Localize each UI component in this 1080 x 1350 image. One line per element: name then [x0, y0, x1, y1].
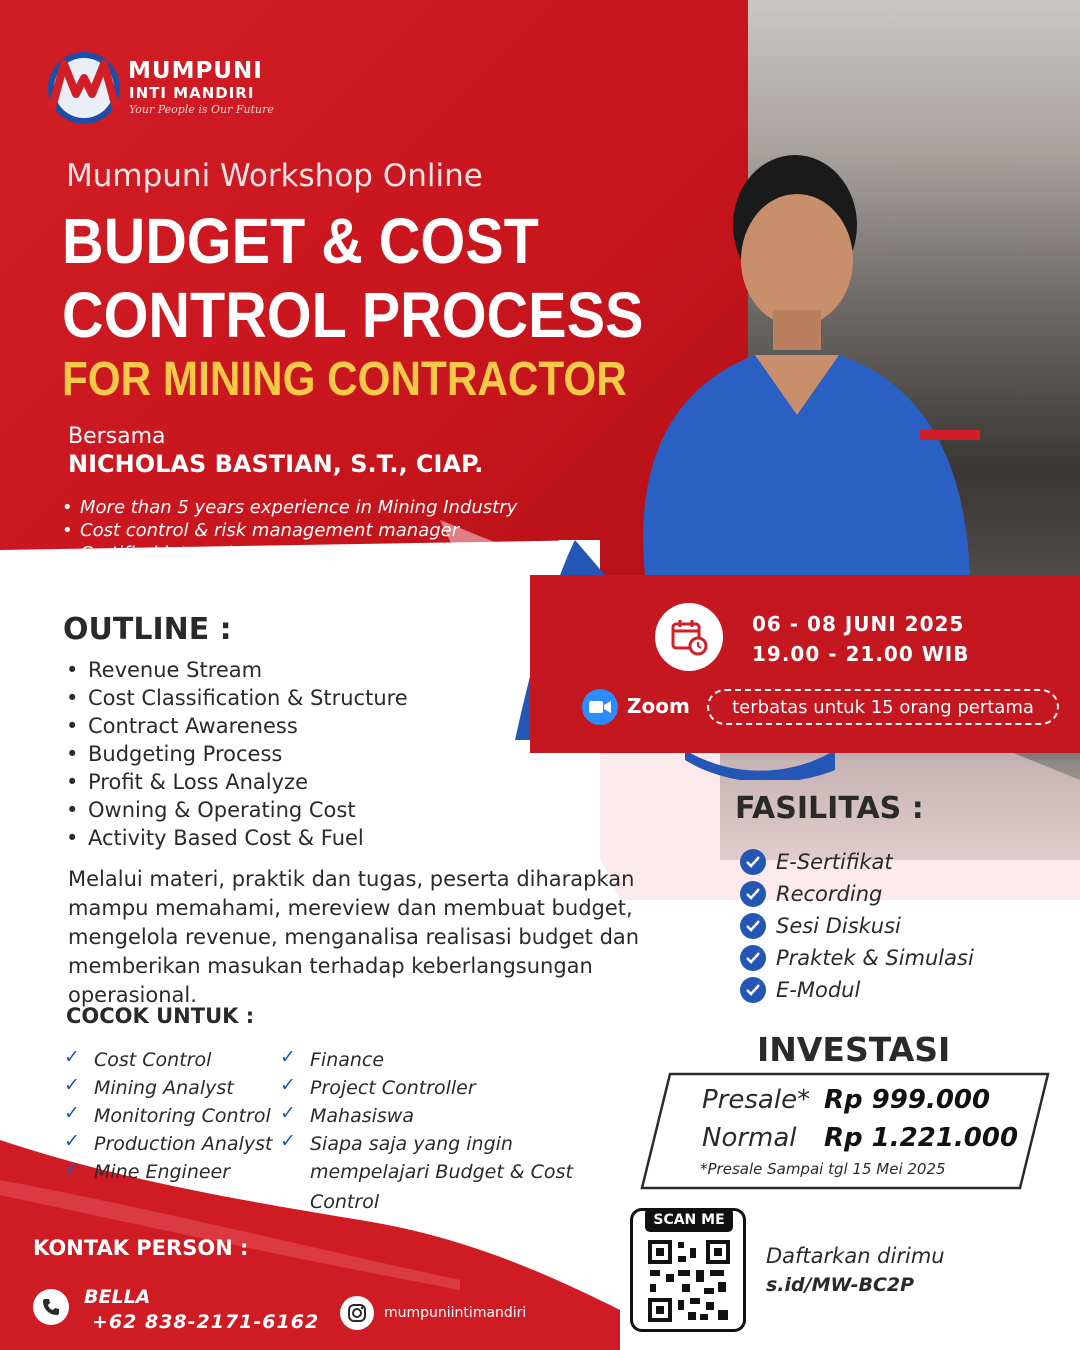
contact-phone[interactable]: +62 838-2171-6162 — [92, 1311, 320, 1333]
facility-label: Sesi Diskusi — [776, 914, 901, 938]
outline-item: • Owning & Operating Cost — [66, 796, 408, 824]
register-text: Daftarkan dirimu — [766, 1244, 945, 1268]
brand-tagline: Your People is Our Future — [129, 103, 274, 116]
audience-label: Project Controller — [310, 1077, 476, 1099]
normal-price: Rp 1.221.000 — [824, 1123, 1019, 1153]
workshop-title-sub: FOR MINING CONTRACTOR — [62, 353, 627, 406]
facilities-heading: FASILITAS : — [735, 791, 924, 826]
check-icon — [740, 913, 766, 939]
instagram-handle[interactable]: mumpuniintimandiri — [384, 1305, 527, 1321]
contact-heading: KONTAK PERSON : — [33, 1236, 249, 1260]
check-icon: ✓ — [64, 1158, 80, 1180]
outline-item: • Profit & Loss Analyze — [66, 768, 408, 796]
audience-label: Siapa saja yang ingin — [310, 1133, 513, 1155]
speaker-name: NICHOLAS BASTIAN, S.T., CIAP. — [68, 450, 484, 478]
facility-label: Praktek & Simulasi — [776, 946, 974, 970]
audience-label: Finance — [310, 1049, 385, 1071]
scan-me-label: SCAN ME — [645, 1208, 733, 1232]
check-icon: ✓ — [280, 1130, 296, 1152]
audience-item — [64, 1074, 272, 1102]
register-link[interactable]: s.id/MW-BC2P — [766, 1274, 915, 1296]
check-icon: ✓ — [280, 1102, 296, 1124]
facility-item — [740, 910, 974, 942]
audience-item-cont — [280, 1158, 573, 1188]
audience-label: mempelajari Budget & Cost — [310, 1161, 573, 1183]
platform-label: Zoom — [627, 694, 690, 718]
check-icon: ✓ — [280, 1046, 296, 1068]
normal-label: Normal — [702, 1123, 797, 1153]
workshop-subtitle: Mumpuni Workshop Online — [66, 158, 483, 194]
with-label: Bersama — [68, 424, 166, 449]
outline-item: • Revenue Stream — [66, 656, 408, 684]
facility-item — [740, 846, 974, 878]
speaker-photo — [625, 140, 1080, 580]
audience-item-cont — [280, 1188, 573, 1216]
credential-item: • Cost control & risk management manager — [60, 519, 517, 542]
audience-item — [280, 1046, 573, 1074]
audience-item — [280, 1074, 573, 1102]
audience-list-left — [64, 1046, 272, 1186]
instagram-icon — [340, 1296, 374, 1330]
audience-item — [64, 1158, 272, 1186]
credential-item: • More than 5 years experience in Mining Industry — [60, 496, 517, 519]
check-icon: ✓ — [64, 1046, 80, 1068]
facilities-list — [740, 846, 974, 1006]
check-icon — [740, 849, 766, 875]
zoom-icon — [582, 689, 618, 725]
audience-item — [64, 1102, 272, 1130]
audience-label: Mahasiswa — [310, 1105, 414, 1127]
brand-name: MUMPUNI — [128, 58, 263, 84]
audience-item — [280, 1102, 573, 1130]
check-icon: ✓ — [64, 1102, 80, 1124]
check-icon: ✓ — [64, 1130, 80, 1152]
facility-label: Recording — [776, 882, 883, 906]
audience-item — [280, 1130, 573, 1158]
facility-item — [740, 942, 974, 974]
seat-limit-badge: terbatas untuk 15 orang pertama — [707, 689, 1059, 725]
audience-label: Production Analyst — [94, 1133, 273, 1155]
outline-item: • Activity Based Cost & Fuel — [66, 824, 408, 852]
facility-item — [740, 878, 974, 910]
event-time: 19.00 - 21.00 WIB — [752, 642, 970, 666]
investment-heading: INVESTASI — [757, 1030, 951, 1069]
speaker-credentials — [60, 496, 517, 565]
contact-name: BELLA — [84, 1286, 151, 1308]
audience-label: Mining Analyst — [94, 1077, 234, 1099]
workshop-title: BUDGET & COST CONTROL PROCESS — [62, 205, 644, 351]
outline-item: • Contract Awareness — [66, 712, 408, 740]
audience-label: Control — [310, 1191, 380, 1213]
audience-item — [64, 1046, 272, 1074]
audience-heading: COCOK UNTUK : — [66, 1004, 255, 1028]
qr-code-icon[interactable] — [648, 1240, 730, 1322]
audience-label: Monitoring Control — [94, 1105, 271, 1127]
audience-label: Mine Engineer — [94, 1161, 231, 1183]
facility-item — [740, 974, 974, 1006]
facility-label: E-Sertifikat — [776, 850, 893, 874]
audience-list-right — [280, 1046, 573, 1216]
event-date: 06 - 08 JUNI 2025 — [752, 612, 965, 636]
facility-label: E-Modul — [776, 978, 861, 1002]
credential-item: • Certified internal audit profesional — [60, 542, 517, 565]
check-icon: ✓ — [64, 1074, 80, 1096]
outline-heading: OUTLINE : — [63, 612, 232, 647]
check-icon: ✓ — [280, 1074, 296, 1096]
audience-label: Cost Control — [94, 1049, 212, 1071]
presale-label: Presale* — [702, 1085, 811, 1115]
outline-item: • Cost Classification & Structure — [66, 684, 408, 712]
phone-icon — [33, 1289, 69, 1325]
presale-note: *Presale Sampai tgl 15 Mei 2025 — [700, 1160, 946, 1178]
check-icon — [740, 977, 766, 1003]
check-icon — [740, 945, 766, 971]
workshop-description: Melalui materi, praktik dan tugas, peserta diharapkan mampu memahami, mereview dan membuat budget, mengelola revenue, menganalisa realisasi budget dan memberikan masukan terhadap keberlangsungan operasional. — [68, 867, 640, 1007]
presale-price: Rp 999.000 — [824, 1085, 991, 1115]
brand-name-line2: INTI MANDIRI — [129, 84, 255, 102]
calendar-icon — [655, 603, 723, 671]
outline-item: • Budgeting Process — [66, 740, 408, 768]
outline-list — [66, 656, 408, 852]
check-icon — [740, 881, 766, 907]
logo-icon — [46, 50, 122, 126]
audience-item — [64, 1130, 272, 1158]
